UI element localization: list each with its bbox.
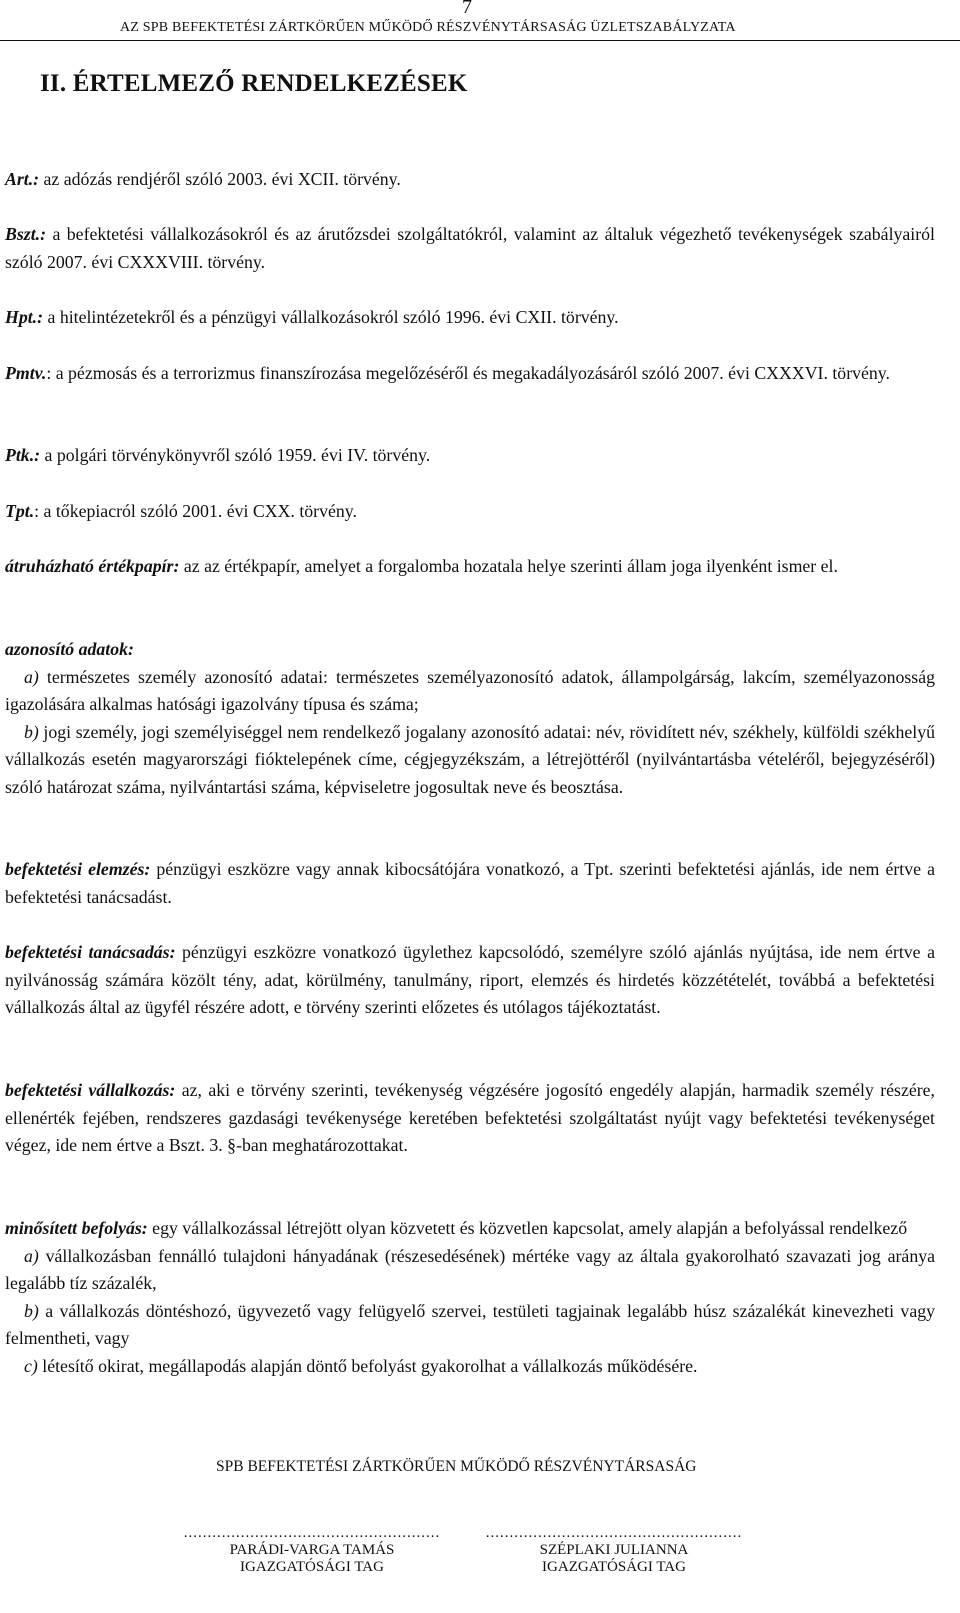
list-item xyxy=(5,1353,935,1381)
header-rule xyxy=(0,40,960,41)
item-label: a) xyxy=(24,1245,39,1266)
definition-term: Tpt. xyxy=(5,501,35,521)
definition-term: Pmtv. xyxy=(5,363,47,383)
signature-block-right xyxy=(480,1525,748,1576)
item-label: b) xyxy=(24,1300,39,1321)
definition-befektetesi-vallalkozas xyxy=(5,1077,935,1160)
definition-text: az, aki e törvény szerinti, tevékenység végzésére jogosító engedély alapján, harmadik személy részére, ellenérték fejében, rendszeres gazdasági tevékenysége keretében befektetési szolgáltatást nyújt vagy befektetési tevékenységet végez, ide nem értve a Bszt. 3. §-ban meghatározottakat. xyxy=(5,1080,935,1155)
definition-term: befektetési vállalkozás: xyxy=(5,1080,176,1100)
definition-tpt xyxy=(5,498,935,526)
item-text: létesítő okirat, megállapodás alapján döntő befolyást gyakorolhat a vállalkozás működésére. xyxy=(37,1355,698,1376)
definition-text: pénzügyi eszközre vonatkozó ügylethez kapcsolódó, személyre szóló ajánlás nyújtása, ide nem értve a nyilvánosság számára közölt tény, adat, körülmény, tanulmány, riport, elemzés és hirdetés közzétételét, továbbá a befektetési vállalkozás által az ügyfél részére adott, e törvény szerinti előzetes és utólagos tájékoztatást. xyxy=(5,942,935,1017)
item-label: a) xyxy=(24,666,39,687)
definition-term: Hpt.: xyxy=(5,307,44,327)
footer-company: SPB BEFEKTETÉSI ZÁRTKÖRŰEN MŰKÖDŐ RÉSZVÉNYTÁRSASÁG xyxy=(216,1458,697,1475)
definition-text: az az értékpapír, amelyet a forgalomba hozatala helye szerinti állam joga ilyenként ismer el. xyxy=(179,556,838,576)
definition-text: : a pézmosás és a terrorizmus finanszírozása megelőzéséről és megakadályozásáról szóló 2007. évi CXXXVI. törvény. xyxy=(46,363,890,383)
definition-term: átruházható értékpapír: xyxy=(5,556,180,576)
item-text: természetes személy azonosító adatai: természetes személyazonosító adatok, állampolgárság, lakcím, személyazonosság igazolására alkalmas hatósági igazolvány típusa és száma; xyxy=(5,666,935,714)
section-title: II. ÉRTELMEZŐ RENDELKEZÉSEK xyxy=(40,70,468,97)
signature-line: ...................................................... xyxy=(485,1525,743,1541)
signature-line: ...................................................... xyxy=(183,1525,441,1541)
signatory-name: PARÁDI-VARGA TAMÁS xyxy=(229,1542,395,1558)
list-item xyxy=(5,719,935,802)
definition-text: egy vállalkozással létrejött olyan közvetett és közvetlen kapcsolat, amely alapján a befolyással rendelkező xyxy=(147,1218,908,1238)
page-number: 7 xyxy=(462,0,472,18)
item-text: a vállalkozás döntéshozó, ügyvezető vagy felügyelő szervei, testületi tagjainak legalább húsz százalékát kinevezheti vagy felmentheti, vagy xyxy=(5,1300,935,1348)
running-header: AZ SPB BEFEKTETÉSI ZÁRTKÖRŰEN MŰKÖDŐ RÉSZVÉNYTÁRSASÁG ÜZLETSZABÁLYZATA xyxy=(120,20,736,35)
definition-term: Art.: xyxy=(5,169,40,189)
definition-term: Bszt.: xyxy=(5,224,47,244)
list-item xyxy=(5,1298,935,1353)
definition-minositett-befolyas xyxy=(5,1215,935,1380)
signatory-role: IGAZGATÓSÁGI TAG xyxy=(542,1559,686,1575)
definition-text: az adózás rendjéről szóló 2003. évi XCII. törvény. xyxy=(39,169,401,189)
definition-text: pénzügyi eszközre vagy annak kibocsátójára vonatkozó, a Tpt. szerinti befektetési ajánlás, ide nem értve a befektetési tanácsadást. xyxy=(5,859,935,907)
definition-text: a befektetési vállalkozásokról és az árutőzsdei szolgáltatókról, valamint az általuk végezhető tevékenységek szabályairól szóló 2007. évi CXXXVIII. törvény. xyxy=(5,224,935,272)
definition-text: : a tőkepiacról szóló 2001. évi CXX. törvény. xyxy=(34,501,357,521)
definition-azonosito-adatok xyxy=(5,636,935,801)
definition-ptk xyxy=(5,442,935,470)
definition-term: befektetési elemzés: xyxy=(5,859,151,879)
definition-befektetesi-tanacsadas xyxy=(5,939,935,1022)
definition-term: befektetési tanácsadás: xyxy=(5,942,176,962)
definition-term: azonosító adatok: xyxy=(5,639,134,659)
definition-term: Ptk.: xyxy=(5,445,41,465)
list-item xyxy=(5,664,935,719)
definition-text: a hitelintézetekről és a pénzügyi vállalkozásokról szóló 1996. évi CXII. törvény. xyxy=(43,307,619,327)
definition-term: minősített befolyás: xyxy=(5,1218,148,1238)
definition-atruhazhato-ertekpapir xyxy=(5,553,935,581)
item-label: c) xyxy=(24,1355,38,1376)
definition-bszt xyxy=(5,221,935,276)
signatory-role: IGAZGATÓSÁGI TAG xyxy=(240,1559,384,1575)
signatory-name: SZÉPLAKI JULIANNA xyxy=(539,1542,689,1558)
signature-block-left xyxy=(178,1525,446,1576)
definition-hpt xyxy=(5,304,935,332)
definition-befektetesi-elemzes xyxy=(5,856,935,911)
item-text: jogi személy, jogi személyiséggel nem rendelkező jogalany azonosító adatai: név, rövidített név, székhely, külföldi székhelyű vállalkozás esetén magyarországi fióktelepének címe, cégjegyzékszám, a létrejöttéről (nyilvántartásba vételéről, bejegyzéséről) szóló határozat száma, nyilvántartási száma, képviseletre jogosultak neve és beosztása. xyxy=(5,721,935,797)
item-text: vállalkozásban fennálló tulajdoni hányadának (részesedésének) mértéke vagy az általa gyakorolható szavazati jog aránya legalább tíz százalék, xyxy=(5,1245,935,1293)
definition-art xyxy=(5,166,935,194)
definition-pmtv xyxy=(5,360,935,388)
item-label: b) xyxy=(24,721,39,742)
definition-text: a polgári törvénykönyvről szóló 1959. évi IV. törvény. xyxy=(40,445,431,465)
list-item xyxy=(5,1243,935,1298)
